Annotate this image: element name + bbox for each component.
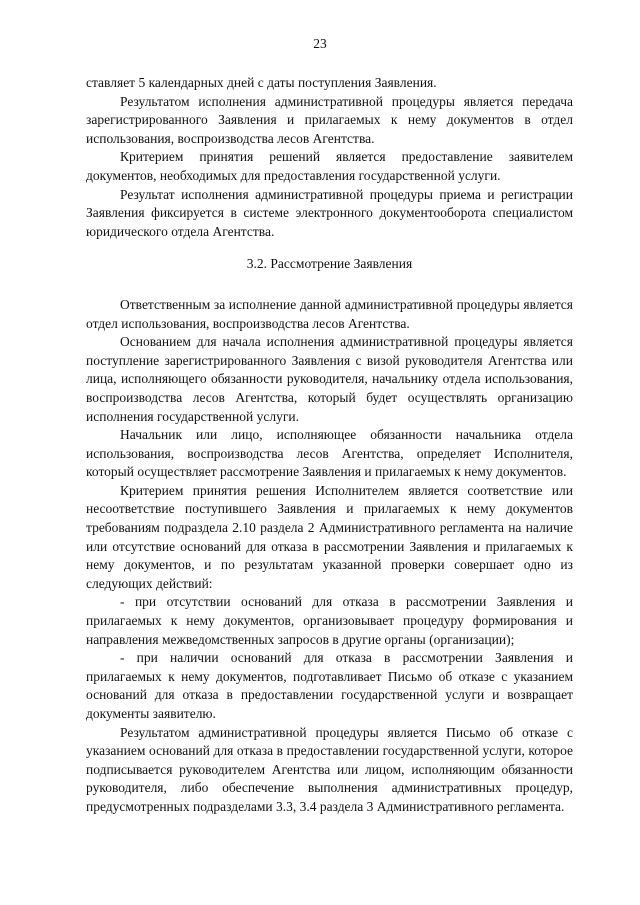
- paragraph: Ответственным за исполнение данной административной процедуры является отдел использования, воспроизводства лесов Агентства.: [86, 296, 573, 331]
- paragraph: Результат исполнения административной процедуры приема и регистрации Заявления фиксируется в системе электронного документооборота специалистом юридического отдела Агентства.: [86, 186, 573, 239]
- paragraph: Результатом административной процедуры является Письмо об отказе с указанием оснований для отказа в предоставлении государственной услуги, которое подписывается руководителем Агентства или лицом, исполняющим обязанности руководителя, либо обеспечение выполнения административных процедур, предусмотренных подразделами 3.3, 3.4 раздела 3 Административного регламента.: [86, 724, 573, 814]
- paragraph: Критерием принятия решений является предоставление заявителем документов, необходимых для предоставления государственной услуги.: [86, 149, 573, 183]
- paragraph: ставляет 5 календарных дней с даты поступления Заявления.: [86, 75, 437, 90]
- paragraph: Критерием принятия решения Исполнителем является соответствие или несоответствие поступившего Заявления и прилагаемых к нему документов требованиям подраздела 2.10 раздела 2 Административного регламента на наличие или отсутствие оснований для отказа в рассмотрении Заявления и прилагаемых к нему документов, и по результатам указанной проверки совершает одно из следующих действий:: [86, 482, 573, 591]
- paragraph: Результатом исполнения административной процедуры является передача зарегистрированного Заявления и прилагаемых к нему документов в отдел использования, воспроизводства лесов Агентства.: [86, 93, 573, 146]
- section-heading: 3.2. Рассмотрение Заявления: [246, 256, 413, 272]
- list-item: - при наличии оснований для отказа в рассмотрении Заявления и прилагаемых к нему документов, подготавливает Письмо об отказе с указанием оснований для отказа в предоставлении государственной услуги и возвращает документы заявителю.: [86, 650, 573, 721]
- paragraph: Начальник или лицо, исполняющее обязанности начальника отдела использования, воспроизводства лесов Агентства, определяет Исполнителя, который осуществляет рассмотрение Заявления и прилагаемых к нему документов.: [86, 427, 573, 480]
- list-item: - при отсутствии оснований для отказа в рассмотрении Заявления и прилагаемых к нему документов, организовывает процедуру формирования и направления межведомственных запросов в другие органы (организации);: [86, 594, 573, 647]
- paragraph: Основанием для начала исполнения административной процедуры является поступление зарегистрированного Заявления с визой руководителя Агентства или лица, исполняющего обязанности руководителя, начальнику отдела использования, воспроизводства лесов Агентства, который будет осуществлять организацию исполнения государственной услуги.: [86, 334, 573, 424]
- page-number: 23: [313, 36, 327, 51]
- document-body: [86, 74, 573, 817]
